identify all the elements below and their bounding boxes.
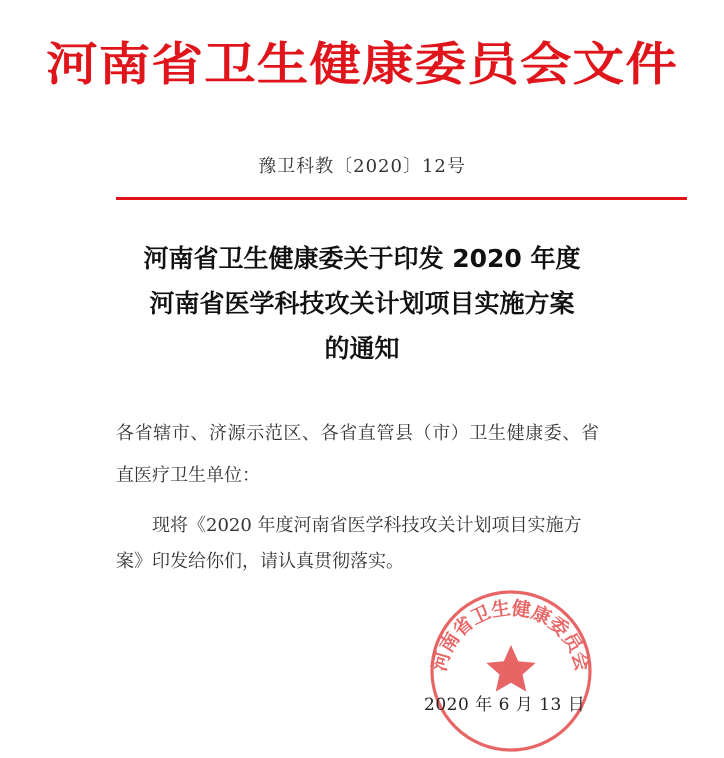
addressee-line: 各省辖市、济源示范区、各省直管县（市）卫生健康委、省 (116, 423, 600, 444)
issue-date: 2020 年 6 月 13 日 (424, 695, 586, 715)
body-line: 现将《2020 年度河南省医学科技攻关计划项目实施方 (152, 515, 582, 536)
body-text (116, 508, 686, 580)
notice-title-line: 河南省医学科技攻关计划项目实施方案 (149, 289, 575, 318)
document-number: 豫卫科教〔2020〕12号 (258, 156, 466, 177)
notice-title-line: 的通知 (324, 334, 400, 363)
notice-title (0, 236, 724, 371)
notice-title-line: 河南省卫生健康委关于印发 2020 年度 (143, 244, 581, 273)
header-divider (116, 197, 687, 200)
body-line: 案》印发给你们，请认真贯彻落实。 (116, 551, 404, 572)
seal-text: 河南省卫生健康委员会 (428, 597, 594, 674)
official-seal (428, 588, 594, 754)
addressee-line: 直医疗卫生单位： (116, 465, 260, 486)
issuer-header: 河南省卫生健康委员会文件 (46, 37, 678, 91)
star-icon (486, 645, 535, 692)
addressee (116, 413, 686, 497)
